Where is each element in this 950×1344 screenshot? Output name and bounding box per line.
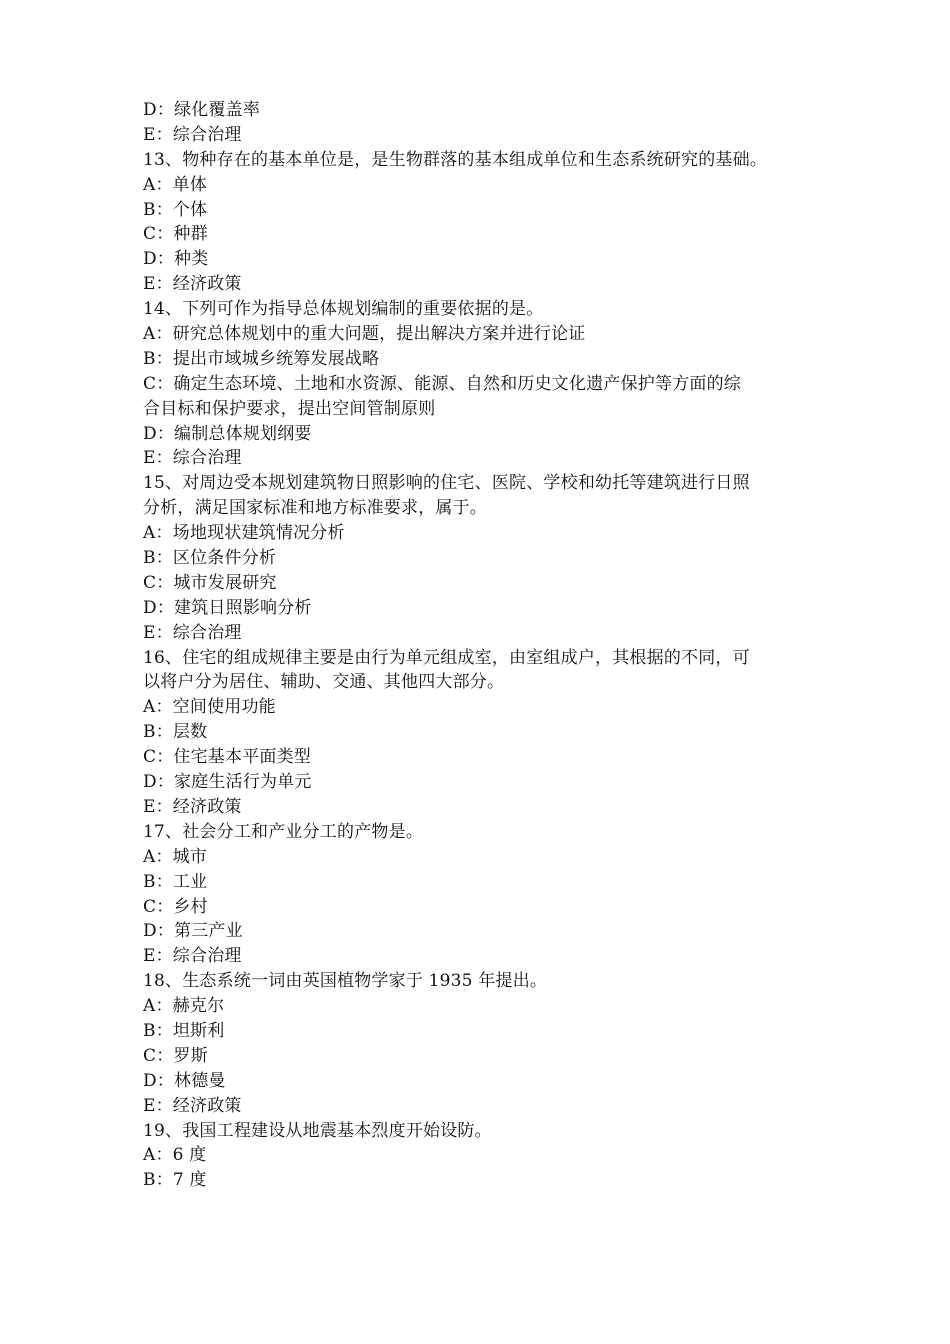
option-b-q18: B：坦斯利 <box>143 1020 225 1041</box>
option-d-q15: D：建筑日照影响分析 <box>143 597 312 618</box>
option-c-q16: C：住宅基本平面类型 <box>143 747 312 768</box>
question-14: 14、下列可作为指导总体规划编制的重要依据的是。 <box>143 299 544 320</box>
option-a-q13: A：单体 <box>143 174 208 195</box>
question-18: 18、生态系统一词由英国植物学家于 1935 年提出。 <box>143 971 548 992</box>
option-b-q16: B：层数 <box>143 722 208 743</box>
document-page <box>143 98 823 1193</box>
option-e-q16: E：经济政策 <box>143 796 242 817</box>
option-e-q17: E：综合治理 <box>143 946 242 967</box>
option-d-q17: D：第三产业 <box>143 921 243 942</box>
option-e-q18: E：经济政策 <box>143 1095 242 1116</box>
option-c-q18: C：罗斯 <box>143 1045 208 1066</box>
option-b-q17: B：工业 <box>143 871 208 892</box>
option-b-q14: B：提出市域城乡统筹发展战略 <box>143 348 380 369</box>
option-c-q17: C：乡村 <box>143 896 208 917</box>
option-a-q17: A：城市 <box>143 846 208 867</box>
question-15-continued: 分析，满足国家标准和地方标准要求，属于。 <box>143 498 487 519</box>
option-b-q19: B：7 度 <box>143 1170 207 1191</box>
option-c-q14: C：确定生态环境、土地和水资源、能源、自然和历史文化遗产保护等方面的综 <box>143 373 742 394</box>
option-b-q15: B：区位条件分析 <box>143 548 277 569</box>
option-a-q14: A：研究总体规划中的重大问题，提出解决方案并进行论证 <box>143 324 586 345</box>
question-13: 13、物种存在的基本单位是，是生物群落的基本组成单位和生态系统研究的基础。 <box>143 149 768 170</box>
option-e-q12: E：综合治理 <box>143 124 242 145</box>
option-d-q14: D：编制总体规划纲要 <box>143 423 312 444</box>
question-16: 16、住宅的组成规律主要是由行为单元组成室，由室组成户，其根据的不同，可 <box>143 647 750 668</box>
option-d-q12: D：绿化覆盖率 <box>143 100 261 120</box>
option-e-q15: E：综合治理 <box>143 622 242 643</box>
option-a-q19: A：6 度 <box>143 1145 207 1166</box>
option-c-q14-continued: 合目标和保护要求，提出空间管制原则 <box>143 398 436 419</box>
option-a-q16: A：空间使用功能 <box>143 697 276 718</box>
question-16-continued: 以将户分为居住、辅助、交通、其他四大部分。 <box>143 672 505 693</box>
option-e-q14: E：综合治理 <box>143 448 242 469</box>
option-a-q18: A：赫克尔 <box>143 996 225 1017</box>
option-e-q13: E：经济政策 <box>143 274 242 295</box>
option-c-q15: C：城市发展研究 <box>143 572 277 593</box>
option-a-q15: A：场地现状建筑情况分析 <box>143 523 345 544</box>
option-d-q13: D：种类 <box>143 249 209 270</box>
option-d-q16: D：家庭生活行为单元 <box>143 772 312 793</box>
question-17: 17、社会分工和产业分工的产物是。 <box>143 821 424 842</box>
option-b-q13: B：个体 <box>143 199 208 220</box>
question-15: 15、对周边受本规划建筑物日照影响的住宅、医院、学校和幼托等建筑进行日照 <box>143 473 750 494</box>
option-d-q18: D：林德曼 <box>143 1070 226 1091</box>
question-19: 19、我国工程建设从地震基本烈度开始设防。 <box>143 1120 492 1141</box>
option-c-q13: C：种群 <box>143 224 208 245</box>
